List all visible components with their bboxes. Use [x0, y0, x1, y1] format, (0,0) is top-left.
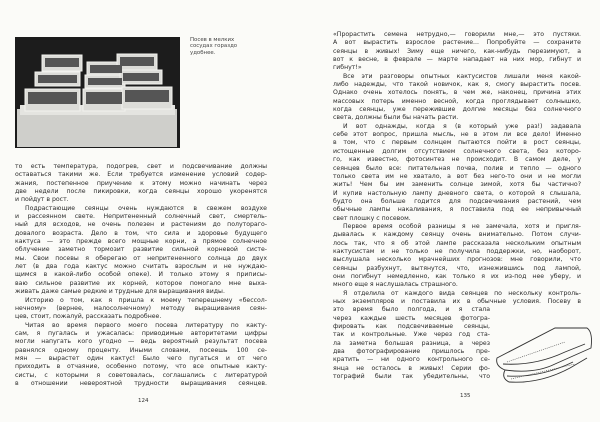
text-line: систы, с которыми я советовалась, соглашались с литературой [15, 371, 267, 379]
text-line: в отношении невероятной трудности выращивания сеянцев. [15, 379, 267, 387]
right-page [300, 0, 600, 422]
text-line: так и контрольные. Уже через год ста- [333, 331, 490, 339]
text-line: гибнут!» [333, 64, 362, 72]
body-text [15, 163, 267, 388]
text-line: Все эти разговоры опытных кактусистов лишали меня какой- [343, 72, 581, 80]
text-line: два фотографирование пришлось пре- [333, 348, 490, 356]
text-line: нечному» (вернее, малосолнечному) методу выращивания сеян- [15, 304, 267, 312]
text-line: Подрастающие сеянцы очень нуждаются в свежем воздухе [25, 204, 267, 212]
photo-seedling-trays [15, 37, 180, 148]
paragraph [15, 163, 267, 205]
text-line: щимся в какой-либо особой опеке). И только этому я приписы- [15, 271, 267, 279]
text-line: то есть температура, подогрев, свет и подсвечивание должны [15, 163, 267, 170]
text-line: И вот однажды, когда я (в который уже раз!) задавала [343, 122, 581, 130]
text-line: Однако очень хотелось понять, в чем же, наконец, причина этих [333, 89, 581, 97]
text-line: го, как известно, фотосинтез не происходит. В самом деле, у [333, 156, 581, 164]
text-line: Читая во время первого моего посева литературу по какту- [25, 321, 267, 329]
text-line: они погибнут немедленно, как только я их из-под нее уберу, и [333, 272, 581, 280]
paragraph [333, 123, 581, 223]
paragraph [15, 205, 267, 297]
text-line: истощенные долгим отсутствием солнечного света, без которо- [333, 147, 581, 155]
text-line: янца не осталось в живых! Серии фо- [333, 364, 490, 372]
text-line: мян — вырастет один кактус! Было чего пугаться и от чего [15, 354, 267, 362]
text-line: через каждые шесть месяцев фотогра- [333, 314, 490, 322]
text-line: И купив настольную лампу дневного света, о которой я слышала, [333, 189, 581, 197]
text-line: кактусистам и не только не получила поддержки, но, наоборот, [333, 247, 581, 255]
text-line: довалого возраста. Дело в том, что сила и здоровье будущего [15, 229, 267, 237]
text-line: оставаться такими же. Если требуется изменение условий содер- [15, 171, 267, 179]
text-line: ла заметна большая разница, а через [333, 339, 490, 347]
figure-caption: Посев в мелких сосудах гораздо удобнее. [190, 37, 238, 56]
text-line: свет плошку с посевом. [333, 214, 411, 222]
text-line: Я отделила от каждого вида сеянцев по нескольку контроль- [343, 289, 581, 297]
text-line: Первое время особой разницы я не замечала, хотя и пригля- [343, 222, 581, 230]
text-line: много еще я наслушалась страшного. [333, 281, 458, 289]
text-line: Историю о том, как я пришла к моему теперешнему «бессол- [25, 296, 267, 304]
paragraph [15, 297, 267, 322]
text-line: ваю сильное развитие их корней, которое помогало мне выха- [15, 279, 267, 287]
text-line: дывалась к каждому сеянцу очень внимательно. Потом случи- [333, 231, 581, 239]
text-line: лось так, что я об этой лампе рассказала нескольким опытным [333, 239, 581, 247]
page-number: 135 [460, 393, 471, 399]
text-line: облучение заметно тормозит развитие сильной корневой систе- [15, 246, 267, 254]
text-line: сеянцы разбухнут, вытянутся, что, изнежившись под лампой, [333, 264, 581, 272]
text-line: могли напугать кого угодно — ведь вероятный результат посева [15, 338, 267, 346]
text-line: либо надежды, что такой новичок, как я, смогу вырастить посев. [333, 81, 581, 89]
text-line: ный для всходов, не очень полезен и растениям до полутораго- [15, 221, 267, 229]
film-strip-illustration [495, 318, 595, 390]
text-line: мы. Свои посевы я оберегаю от непритененного солнца до двух [15, 254, 267, 262]
text-line: только света им не хватало, а вот без него-то они и не могли [333, 172, 581, 180]
text-line: обычные лампы накаливания, я поставила под ее непривычный [333, 206, 581, 214]
text-line: и пойдут в рост. [15, 196, 69, 204]
paragraph [333, 73, 581, 123]
text-line: жания, постепенное приучение к этому можно начинать через [15, 179, 267, 187]
text-line: жить! Чем бы им заменить солнце зимой, хотя бы частично? [333, 181, 581, 189]
text-line: это время было полгода, и я стала [333, 306, 490, 314]
text-line: тографий были так убедительны, что [333, 373, 490, 381]
text-line: ных экземпляров и поставила их в обычные условия. Посеву в [333, 298, 581, 305]
text-line: будто она больше годится для подсвечивания растений, чем [333, 197, 581, 205]
text-line: вот к весне, в феврале — марте нападает на них мор, гибнут и [333, 56, 581, 64]
paragraph [333, 223, 581, 290]
text-line: массовых потерь именно весной, когда проглядывает солнышко, [333, 97, 581, 105]
text-line: равнялся одному проценту. Иными словами, посеешь 100 се- [15, 346, 267, 354]
text-line: цев, стоит, пожалуй, рассказать подробнее. [15, 313, 162, 321]
text-line: фировать как подсвечиваемые сеянцы, [333, 323, 490, 331]
text-line: кактуса — это прежде всего мощные корни, а прямое солнечное [15, 238, 267, 246]
text-line: когда сеянцы, уже пережившие долгие месяцы без солнечного [333, 106, 581, 114]
text-line: в том, что с первым солнцем пытаются пойти в рост сеянцы, [333, 139, 581, 147]
text-line: кратить — ни одного контрольного се- [333, 356, 490, 364]
text-line: выслушала несколько мрачнейших прогнозов: мне говорили, что [333, 256, 581, 264]
page-number: 124 [138, 398, 149, 404]
text-line: А вот вырастить взрослое растение... Попробуйте — сохраните [333, 39, 581, 47]
text-line: живать даже самые редкие и трудные для выращивания виды. [15, 288, 225, 296]
text-line: и рассеянном свете. Непритененный солнечный свет, смертель- [15, 213, 267, 221]
text-line: сеянцы в живых! Зиму еще ничего, как-нибудь перезимуют, а [333, 47, 581, 55]
text-line: лет (в два года кактус можно считать взрослым и не нуждаю- [15, 263, 267, 271]
text-line: сеянцев было все: питательная почва, полив и тепло — одного [333, 164, 581, 172]
text-line: две недели после пикировки, когда сеянцы хорошо укоренятся [15, 188, 267, 196]
paragraph [333, 31, 581, 73]
text-line: себе этот вопрос, пришла мысль, не в этом ли все дело! Именно [333, 131, 581, 139]
text-line: «Прорастить семена нетрудно,— говорили мне,— это пустяки. [333, 31, 581, 38]
text-line: сам, я пугалась и ужасалась: приводимые авторитетами цифры [15, 329, 267, 337]
text-line: приходить в отчаяние, особенно потому, что все опытные какту- [15, 363, 267, 371]
paragraph [15, 322, 267, 389]
text-line: света, должны были бы начать расти. [333, 114, 459, 122]
